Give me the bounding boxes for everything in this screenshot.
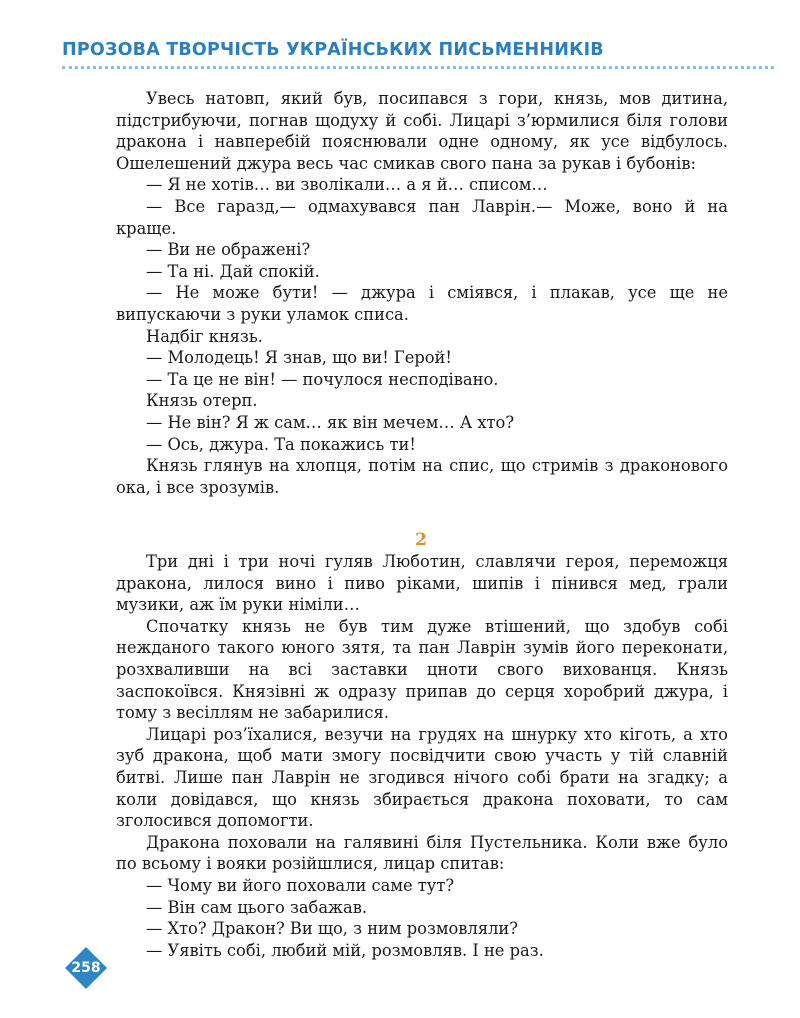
dialogue-line: — Він сам цього забажав. (146, 897, 368, 917)
paragraph: Увесь натовп, який був, посипався з гори, князь, мов дитина, підстрибуючи, погнав щодуху й собі. Лицарі з’юрмилися біля голови дракона і навперебій пояснювали одне одному, як усе відбулось. Ошелешений джура весь час смикав свого пана за рукав і бубонів: (116, 89, 728, 173)
paragraph: Спочатку князь не був тим дуже втішений, що здобув собі нежданого такого юного зятя, та пан Лаврін зумів його переконати, розхваливши на всі заставки цноти свого вихованця. Князь заспокоївся. Князівні ж одразу припав до серця хоробрий джура, і тому з весіллям не забарилися. (116, 616, 728, 723)
paragraph: Надбіг князь. (146, 326, 263, 346)
dialogue-line: — Ви не ображені? (146, 240, 311, 260)
dialogue-line: — Я не хотів… ви зволікали… а я й… списом… (146, 175, 548, 195)
paragraph: Князь отерп. (146, 391, 258, 411)
section-number: 2 (415, 530, 427, 550)
paragraph: Лицарі роз’їхалися, везучи на грудях на шнурку хто кіготь, а хто зуб дракона, щоб мати змогу посвідчити свою участь у тій славній битві. Лише пан Лаврін не згодився нічого собі брати на згадку; а коли довідався, що князь збирається дракона поховати, то сам зголосився допомогти. (116, 724, 728, 831)
page-number-badge (64, 946, 108, 990)
header-dotted-rule (62, 66, 774, 69)
dialogue-line: — Та ні. Дай спокій. (146, 261, 320, 281)
dialogue-line: — Хто? Дракон? Ви що, з ним розмовляли? (146, 919, 519, 939)
dialogue-line: — Не може бути! — джура і сміявся, і плакав, усе ще не випускаючи з руки уламок списа. (116, 283, 728, 324)
running-header: ПРОЗОВА ТВОРЧІСТЬ УКРАЇНСЬКИХ ПИСЬМЕННИКІВ (62, 40, 604, 60)
paragraph: Князь глянув на хлопця, потім на спис, що стримів з драконового ока, і все зрозумів. (116, 456, 728, 497)
paragraph: Три дні і три ночі гуляв Люботин, славлячи героя, переможця дракона, лилося вино і пиво ріками, шипів і пінився мед, грали музики, аж їм руки німіли… (116, 552, 728, 615)
dialogue-line: — Уявіть собі, любий мій, розмовляв. І не раз. (146, 940, 544, 960)
dialogue-line: — Молодець! Я знав, що ви! Герой! (146, 348, 452, 368)
page-number: 258 (71, 960, 101, 976)
paragraph: Дракона поховали на галявині біля Пустельника. Коли вже було по всьому і вояки розійшлися, лицар спитав: (116, 832, 728, 874)
dialogue-line: — Та це не він! — почулося несподівано. (146, 369, 499, 389)
dialogue-line: — Чому ви його поховали саме тут? (146, 875, 455, 895)
dialogue-line: — Ось, джура. Та покажись ти! (146, 434, 416, 454)
dialogue-line: — Все гаразд,— одмахувався пан Лаврін.— Може, воно й на краще. (116, 196, 728, 238)
text-block-1 (116, 88, 728, 498)
text-block-2 (116, 551, 728, 961)
dialogue-line: — Не він? Я ж сам… як він мечем… А хто? (146, 412, 515, 432)
